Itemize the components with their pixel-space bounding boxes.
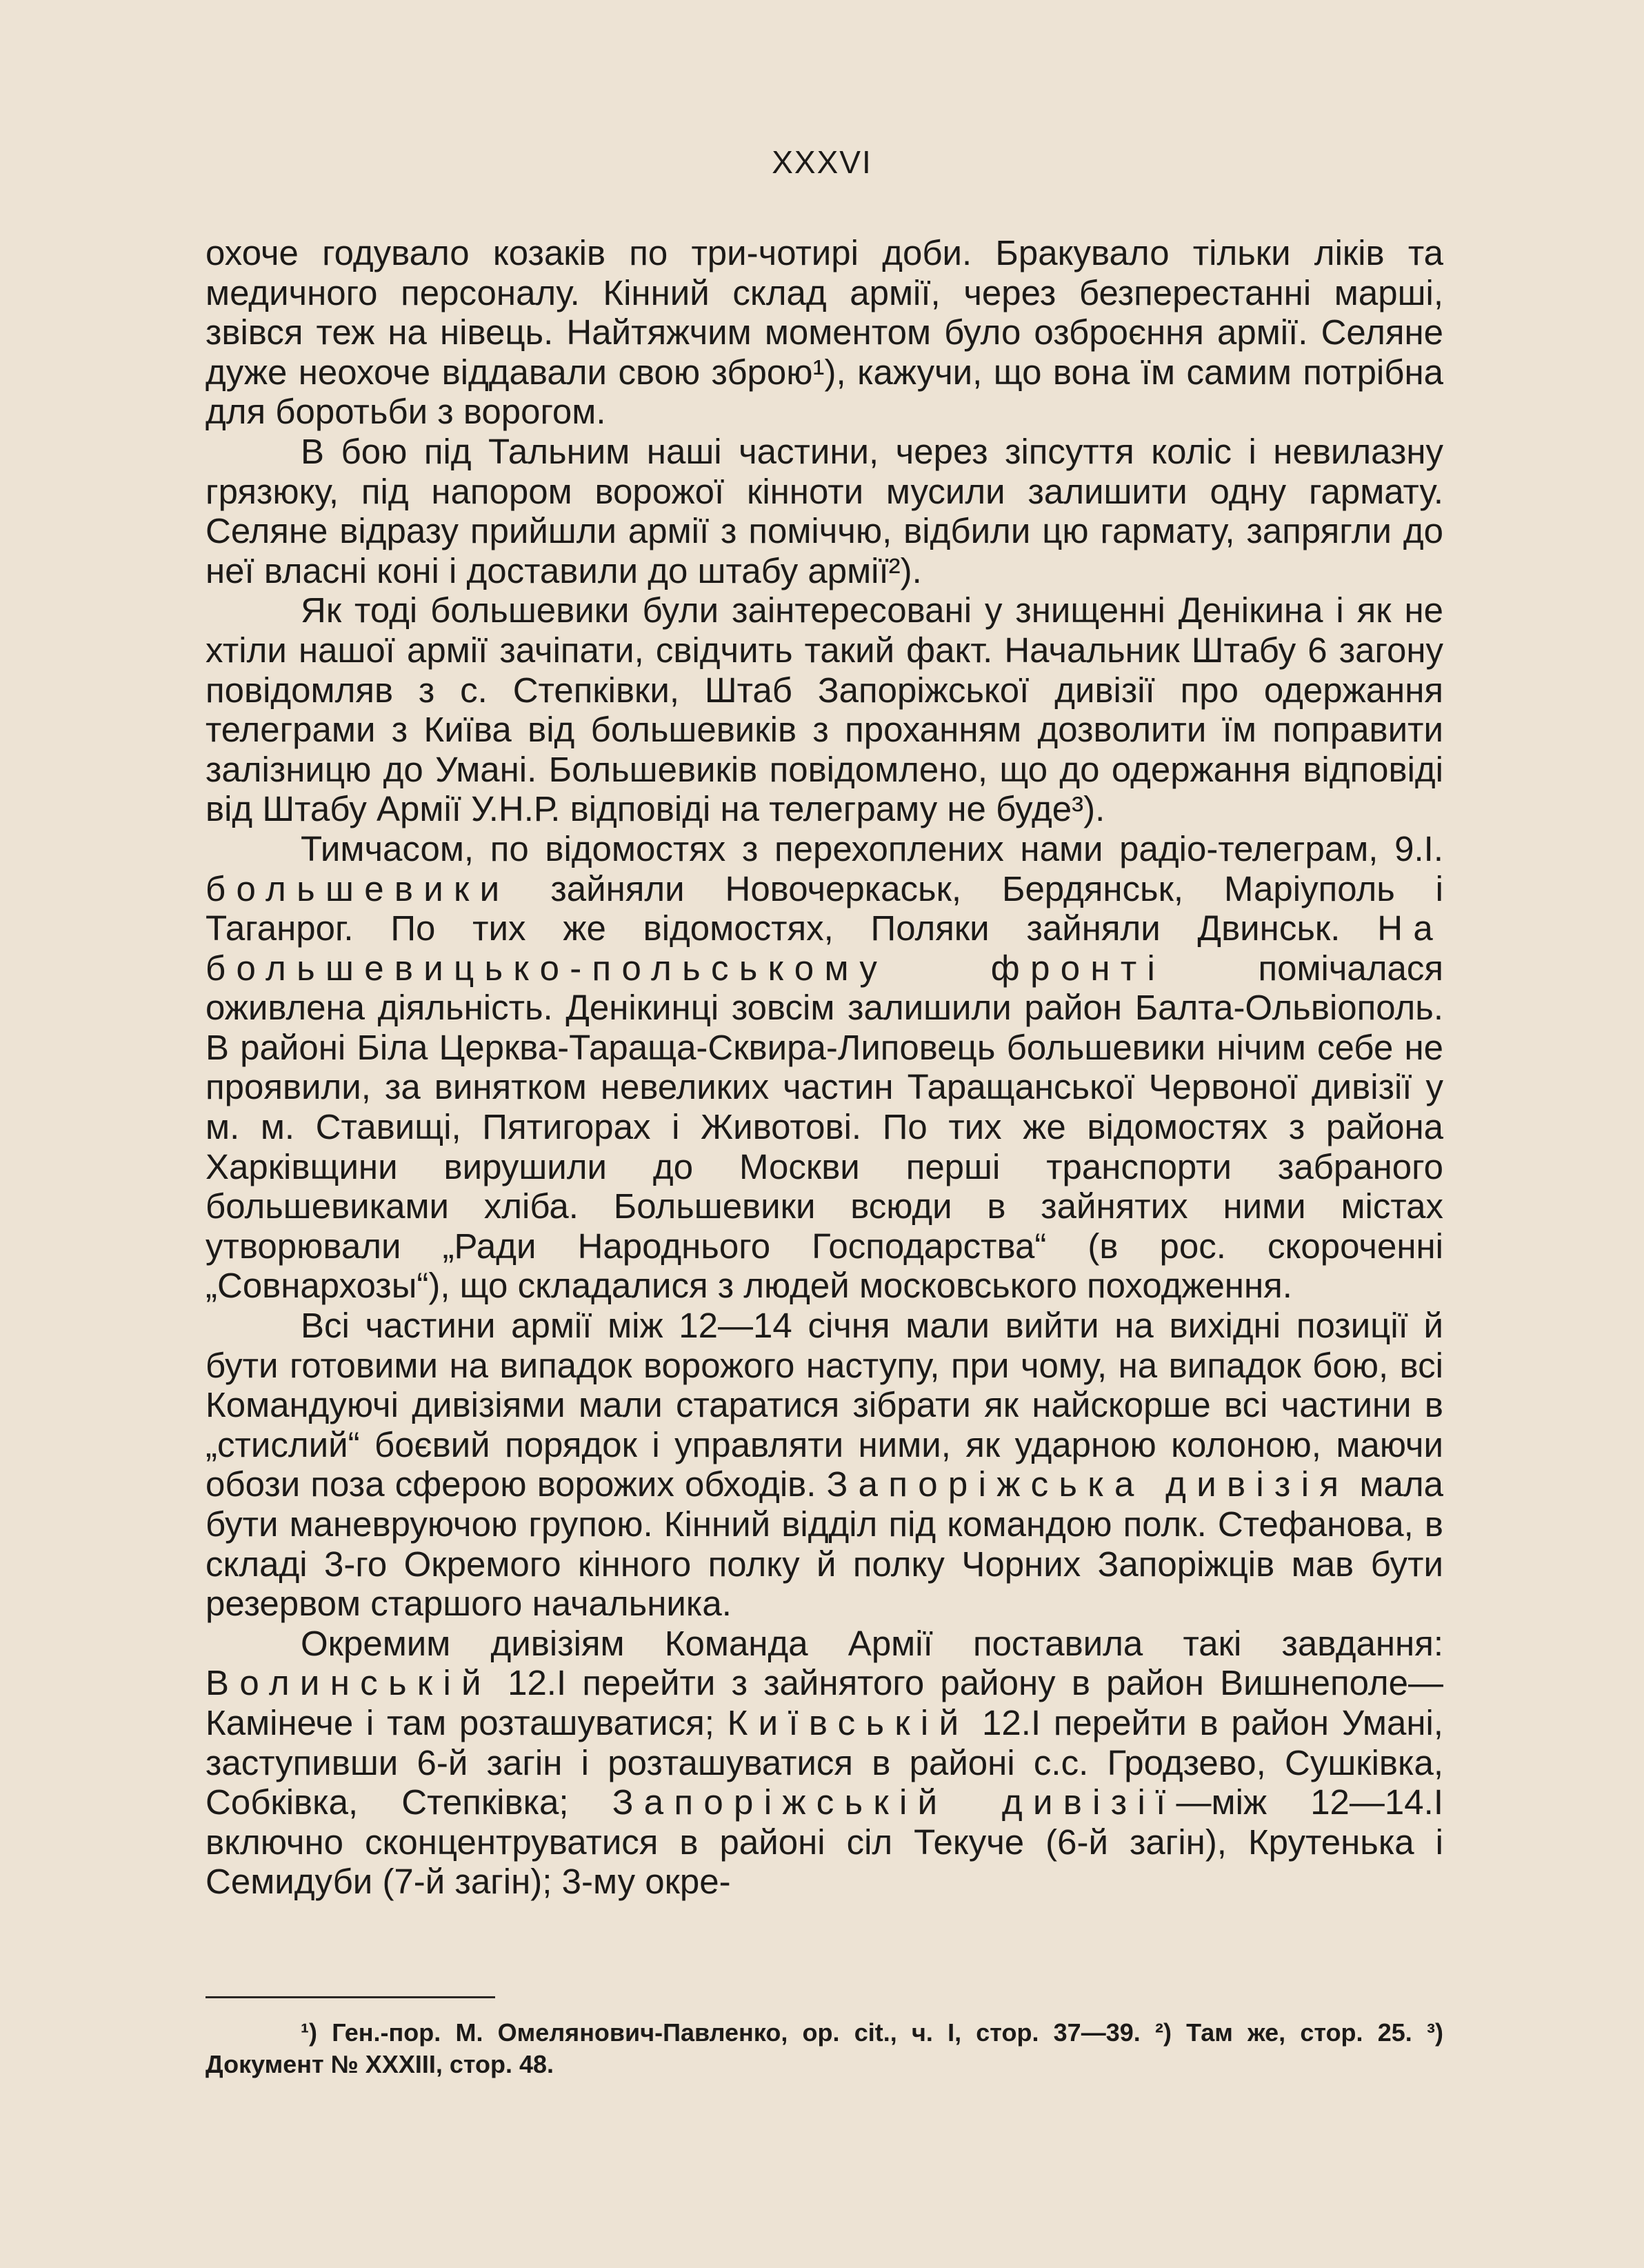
spaced-emphasis: На большевицько-польському фронті: [206, 908, 1443, 988]
spaced-emphasis: Запоріжська дивізія: [826, 1464, 1350, 1504]
spaced-emphasis: Запоріжській дивізії: [612, 1782, 1176, 1822]
text-run: Окремим дивізіям Команда Армії поставила такі завдання:: [301, 1623, 1443, 1663]
paragraph: [206, 1624, 1443, 1902]
spaced-emphasis: Волинській: [206, 1663, 492, 1703]
paragraph: [206, 590, 1443, 829]
text-run: охоче годувало козаків по три-чотирі доби. Бракувало тільки ліків та медичного персоналу. Кінний склад армії, через безперестанні марші, звівся теж на нівець. Найтяжчим моментом було озброєння армії. Селяне дуже неохоче віддавали свою зброю¹), кажучи, що вона їм самим потрібна для боротьби з ворогом.: [206, 233, 1443, 432]
text-run: помічалася оживлена діяльність. Денікинці зовсім залишили район Балта-Ольвіополь. В районі Біла Церква-Тараща-Сквира-Липовець большевики нічим себе не проявили, за винятком невеликих частин Таращанської Червоної дивізії у м. м. Ставищі, Пятигорах і Животові. По тих же відомостях з района Харківщини вирушили до Москви перші транспорти забраного большевиками хліба. Большевики всюди в зайнятих ними містах утворювали „Ради Народнього Господарства“ (в рос. скороченні „Совнархозы“), що складалися з людей московського походження.: [206, 948, 1444, 1306]
text-run: зайняли Новочеркаськ, Бердянськ, Маріуполь і Таганрог. По тих же відомостях, Поляки зайняли Двинськ.: [206, 868, 1443, 948]
text-run: 12.I перейти з зайнятого району в район Вишнеполе—Камінече і там розташуватися;: [206, 1663, 1443, 1742]
text-run: Тимчасом, по відомостях з перехоплених нами радіо-телеграм, 9.I.: [301, 828, 1443, 868]
text-run: Як тоді большевики були заінтересовані у знищенні Денікина і як не хтіли нашої армії зачіпати, свідчить такий факт. Начальник Штабу 6 загону повідомляв з с. Степківки, Штаб Запоріжської дивізії про одержання телеграми з Київа від большевиків з проханням дозволити їм поправити залізницю до Умані. Большевиків повідомлено, що до одержання відповіді від Штабу Армії У.Н.Р. відповіді на телеграму не буде³).: [206, 590, 1443, 829]
body-text: [206, 233, 1443, 1902]
footnote-divider: [206, 1996, 495, 1998]
paragraph: [206, 829, 1443, 1306]
text-run: —між 12—14.I включно сконцентруватися в районі сіл Текуче (6-й загін), Крутенька і Семидуби (7-й загін); 3-му окре-: [206, 1782, 1443, 1902]
paragraph: [206, 1306, 1443, 1624]
page-number: XXXVI: [772, 144, 872, 180]
paragraph: [206, 233, 1443, 432]
text-run: Всі частини армії між 12—14 січня мали вийти на вихідні позиції й бути готовими на випадок ворожого наступу, при чому, на випадок бою, всі Командуючі дивізіями мали старатися зібрати як найскорше всі частини в „стислий“ боєвий порядок і управляти ними, як ударною колоною, маючи обози поза сферою ворожих обходів.: [206, 1306, 1443, 1504]
spaced-emphasis: Київській: [727, 1702, 970, 1742]
text-run: В бою під Тальним наші частини, через зіпсуття коліс і невилазну грязюку, під напором ворожої кінноти мусили залишити одну гармату. Селяне відразу прийшли армії з поміччю, відбили цю гармату, запрягли до неї власні коні і доставили до штабу армії²).: [206, 431, 1443, 590]
spaced-emphasis: большевики: [206, 868, 510, 908]
footnotes: ¹) Ген.-пор. М. Омелянович-Павленко, op. cit., ч. I, стор. 37—39. ²) Там же, стор. 25. ³) Документ № XXXIII, стор. 48.: [206, 2018, 1443, 2078]
text-run: мала бути маневруючою групою. Кінний відділ під командою полк. Стефанова, в складі 3-го Окремого кінного полку й полку Чорних Запоріжців мав бути резервом старшого начальника.: [206, 1464, 1443, 1624]
text-run: 12.I перейти в район Умані, заступивши 6-й загін і розташуватися в районі с.с. Гродзево, Сушківка, Собківка, Степківка;: [206, 1702, 1443, 1822]
paragraph: [206, 432, 1443, 590]
